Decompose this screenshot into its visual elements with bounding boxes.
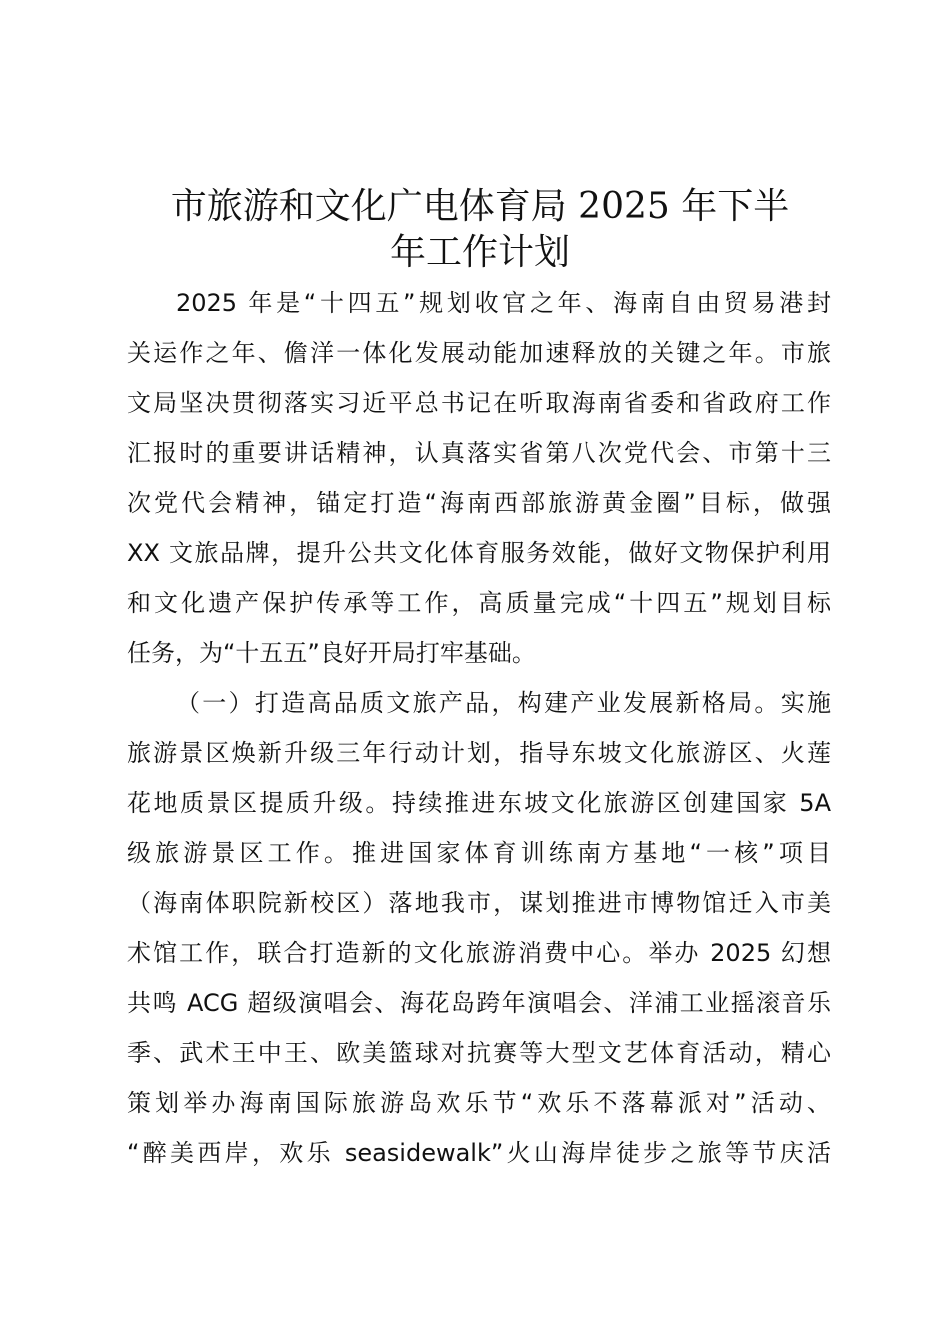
paragraph-2-line: 级旅游景区工作。推进国家体育训练南方基地“一核”项目 xyxy=(127,839,831,867)
paragraph-2-line: “醉美西岸，欢乐 seasidewalk”火山海岸徒步之旅等节庆活 xyxy=(127,1139,831,1167)
paragraph-2-line: 术馆工作，联合打造新的文化旅游消费中心。举办 2025 幻想 xyxy=(127,939,831,967)
document-title-line-2: 年工作计划 xyxy=(389,232,570,273)
paragraph-2-line: 花地质景区提质升级。持续推进东坡文化旅游区创建国家 5A xyxy=(127,789,831,817)
paragraph-2-line: 策划举办海南国际旅游岛欢乐节“欢乐不落幕派对”活动、 xyxy=(127,1089,831,1117)
paragraph-2-line: 共鸣 ACG 超级演唱会、海花岛跨年演唱会、洋浦工业摇滚音乐 xyxy=(127,989,831,1017)
paragraph-2-line: （一）打造高品质文旅产品，构建产业发展新格局。实施 xyxy=(176,689,831,717)
paragraph-1-line: 汇报时的重要讲话精神，认真落实省第八次党代会、市第十三 xyxy=(127,439,831,467)
paragraph-1-line: 2025 年是“十四五”规划收官之年、海南自由贸易港封 xyxy=(176,289,831,317)
paragraph-1-line: 次党代会精神，锚定打造“海南西部旅游黄金圈”目标，做强 xyxy=(127,489,831,517)
paragraph-1-line: 任务，为“十五五”良好开局打牢基础。 xyxy=(127,639,536,667)
paragraph-1-line: 文局坚决贯彻落实习近平总书记在听取海南省委和省政府工作 xyxy=(127,389,831,417)
paragraph-2-line: 季、武术王中王、欧美篮球对抗赛等大型文艺体育活动，精心 xyxy=(127,1039,831,1067)
document-title-line-1: 市旅游和文化广电体育局 2025 年下半 xyxy=(170,186,790,227)
paragraph-1-line: 和文化遗产保护传承等工作，高质量完成“十四五”规划目标 xyxy=(127,589,831,617)
paragraph-2-line: 旅游景区焕新升级三年行动计划，指导东坡文化旅游区、火莲 xyxy=(127,739,831,767)
paragraph-1-line: XX 文旅品牌，提升公共文化体育服务效能，做好文物保护利用 xyxy=(127,539,831,567)
paragraph-1-line: 关运作之年、儋洋一体化发展动能加速释放的关键之年。市旅 xyxy=(127,339,831,367)
paragraph-2-line: （海南体职院新校区）落地我市，谋划推进市博物馆迁入市美 xyxy=(127,889,831,917)
